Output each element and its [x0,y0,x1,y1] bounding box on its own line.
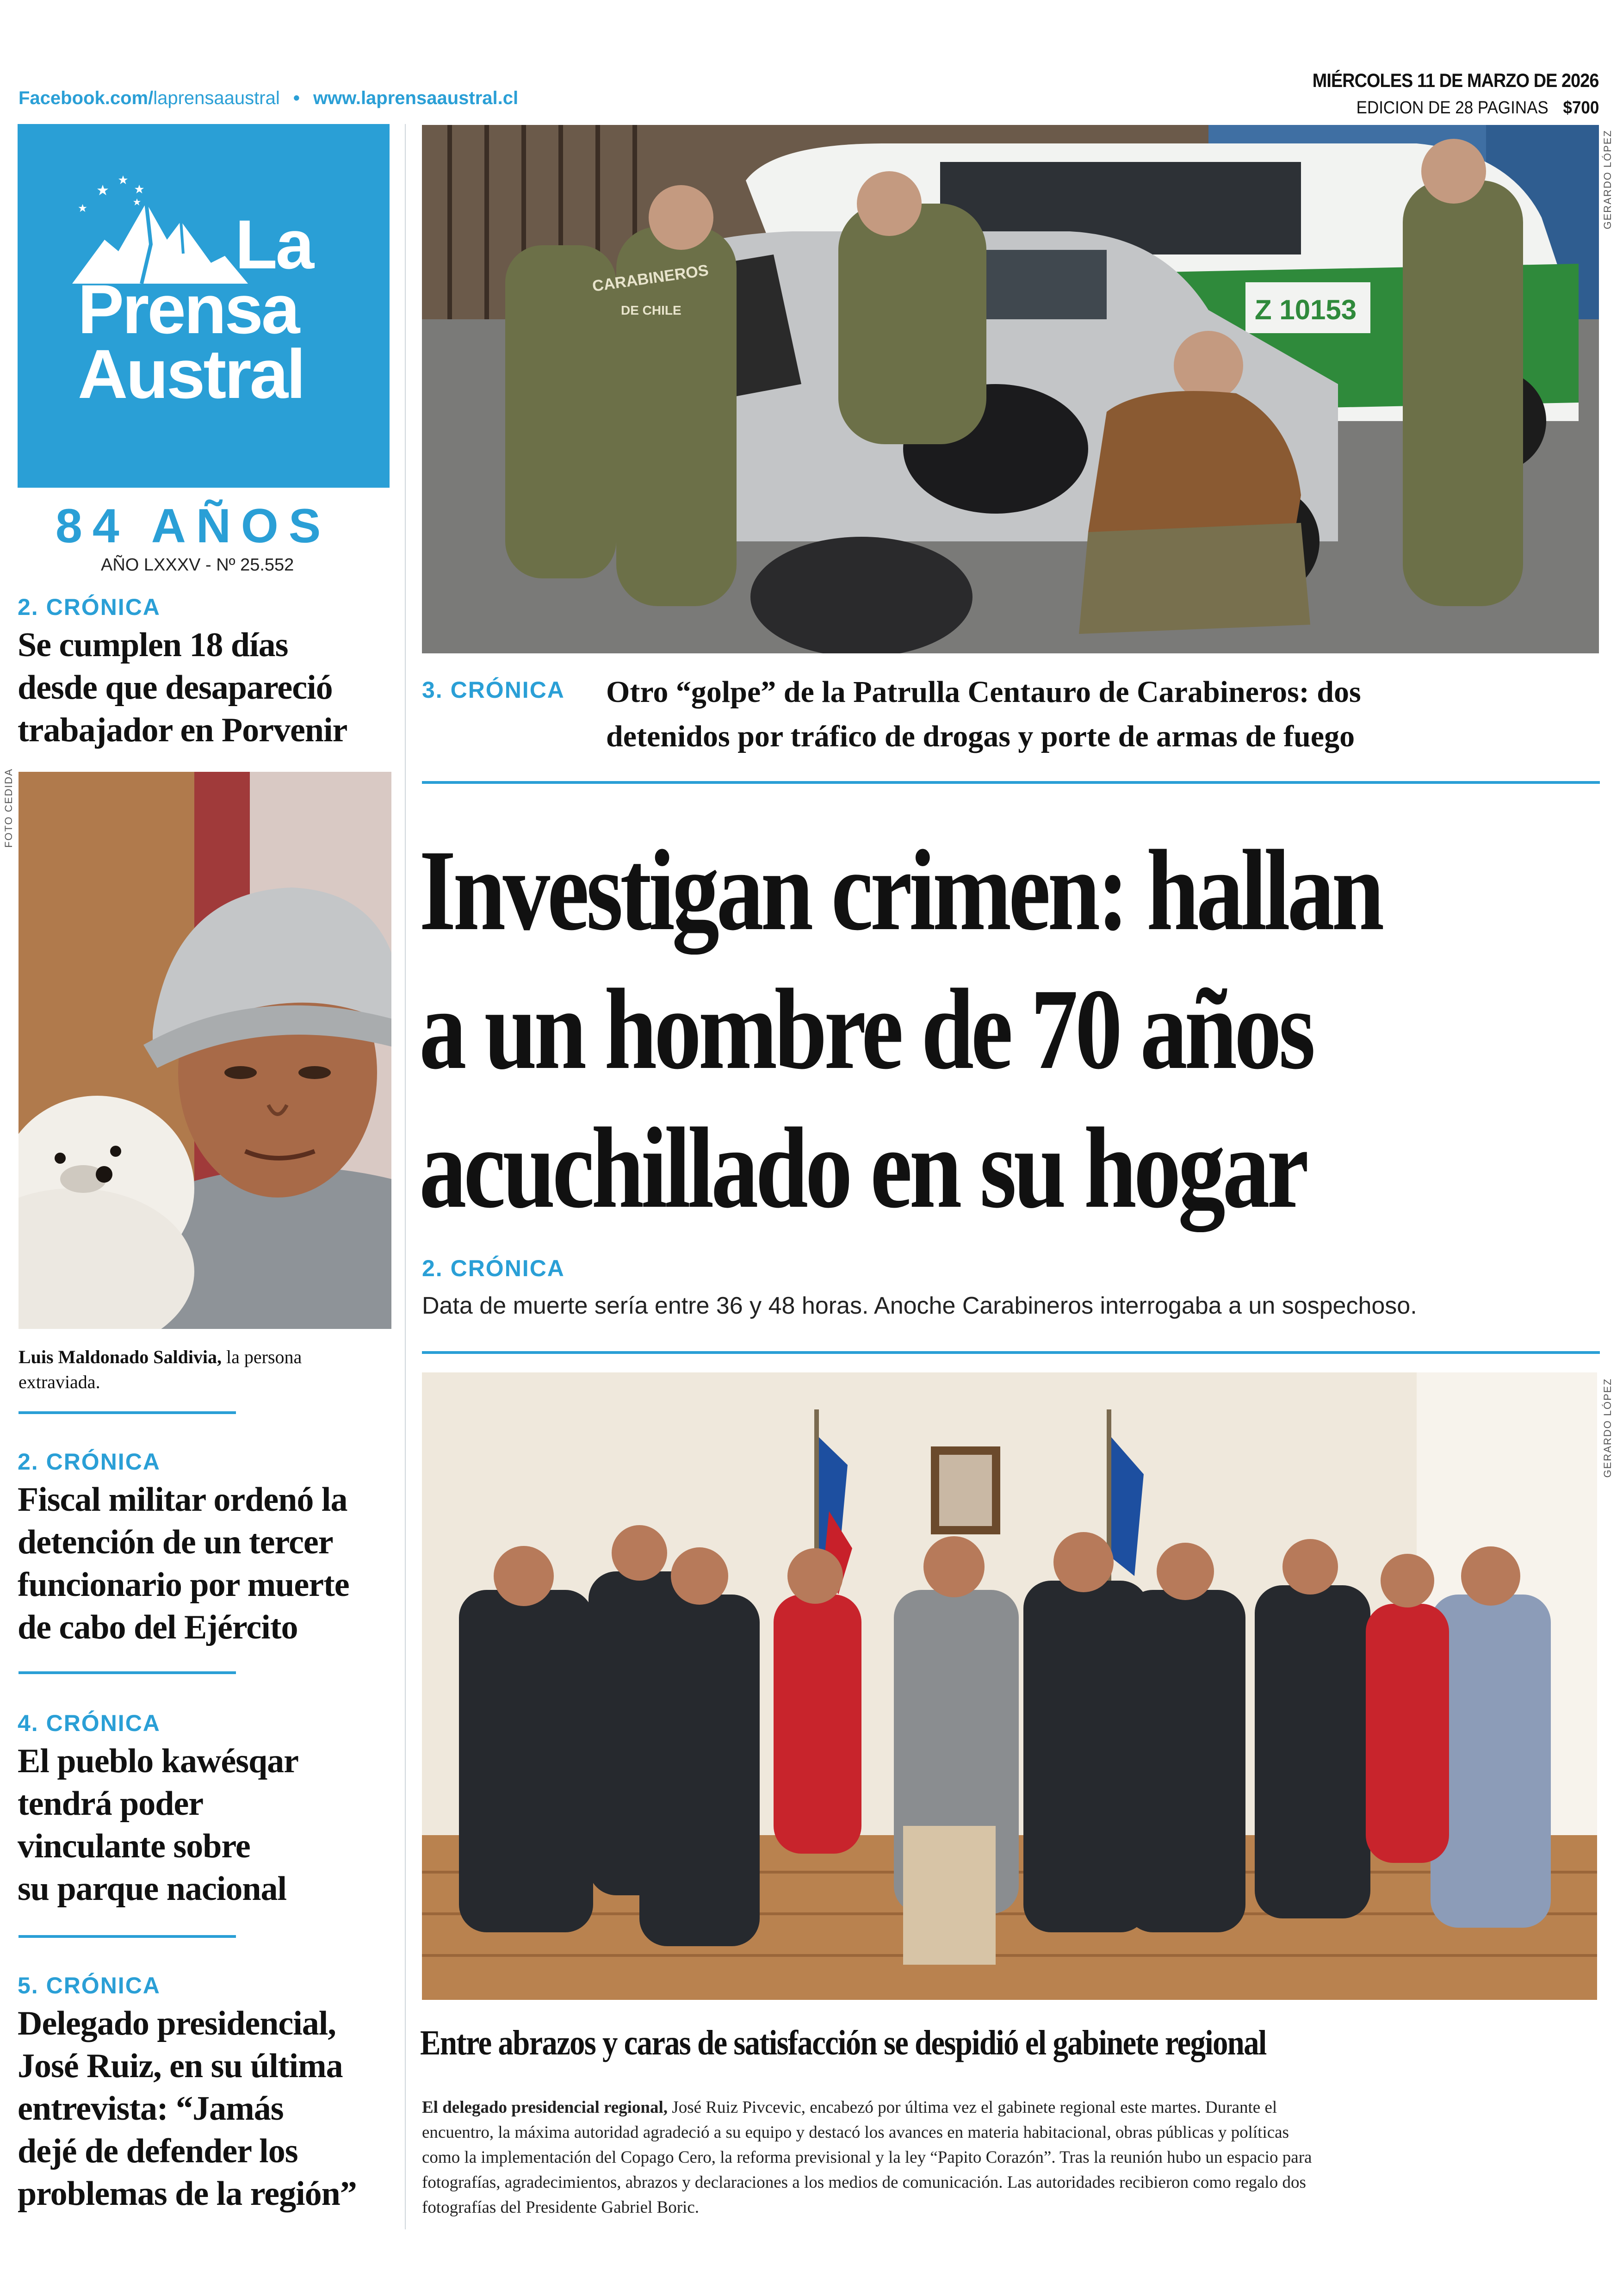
photo-credit-bottom: GERARDO LÓPEZ [1602,1378,1613,1478]
cabinet-group-photo [422,1372,1597,2000]
left-divider [19,1671,236,1674]
story1-headline[interactable] [18,624,397,751]
top-story-section[interactable]: 3. CRÓNICA [422,677,565,703]
story2-headline[interactable] [18,1478,397,1649]
body-line: fotografías del Presidente Gabriel Boric. [422,2198,699,2217]
body-line [422,2095,1597,2120]
edition-pages: EDICION DE 28 PAGINAS [1356,98,1549,118]
vest-text-2: DE CHILE [621,303,681,317]
story4-headline-line: Delegado presidencial, [18,2004,336,2042]
body-line: fotografías, agradecimientos, abrazos y declaraciones a los medios de comunicación. Las autoridades recibieron como regalo dos [422,2173,1306,2192]
story2-headline-line: detención de un tercer [18,1523,333,1561]
story2-headline-line: de cabo del Ejército [18,1608,298,1646]
story3-headline-line: El pueblo kawésqar [18,1742,299,1780]
caption-line-2: extraviada. [19,1371,100,1392]
mountains-logo-icon [72,170,248,286]
story4-headline-line: entrevista: “Jamás [18,2090,284,2128]
main-headline-line: a un hombre de 70 años [419,965,1313,1093]
issue-number: AÑO LXXXV - Nº 25.552 [101,555,294,575]
main-headline-line: acuchillado en su hogar [419,1104,1306,1232]
story3-headline-line: su parque nacional [18,1870,287,1908]
caption-line-1 [19,1345,398,1370]
main-headline[interactable] [419,821,1604,1238]
anniversary-years: 84 AÑOS [56,499,331,553]
story4-section[interactable]: 5. CRÓNICA [18,1973,161,1998]
story3-section[interactable]: 4. CRÓNICA [18,1710,161,1736]
price: $700 [1563,98,1599,118]
masthead-title-prensa: Prensa [78,270,298,348]
story4-headline-line: José Ruiz, en su última [18,2047,343,2085]
top-story-headline[interactable] [606,670,1601,759]
top-story-headline-line: Otro “golpe” de la Patrulla Centauro de Carabineros: dos [606,675,1361,709]
masthead-logo[interactable] [18,124,390,488]
story1-headline-line: Se cumplen 18 días [18,626,288,664]
photo-credit-top: GERARDO LÓPEZ [1602,130,1613,230]
story3-headline-line: vinculante sobre [18,1827,250,1865]
bottom-story-body [422,2095,1597,2220]
bottom-story-headline[interactable]: Entre abrazos y caras de satisfacción se despidió el gabinete regional [420,2023,1266,2062]
cabinet-scene-illustration [422,1372,1597,2000]
separator-bullet: • [293,88,300,108]
main-story-deck: Data de muerte sería entre 36 y 48 horas. Anoche Carabineros interrogaba a un sospechoso. [422,1292,1417,1319]
police-scene-illustration [422,125,1599,653]
masthead-title-austral: Austral [78,335,304,413]
story1-headline-line: trabajador en Porvenir [18,711,347,749]
top-story-headline-line: detenidos por tráfico de drogas y porte de armas de fuego [606,720,1355,753]
body-lead: El delegado presidencial regional, [422,2098,668,2117]
body-line: como la implementación del Copago Cero, la reforma previsional y la ley “Papito Corazón”. Tras la reunión hubo un espacio para [422,2148,1312,2167]
top-divider [422,781,1600,784]
facebook-prefix: Facebook.com/ [19,88,154,108]
story2-headline-line: funcionario por muerte [18,1566,349,1604]
portrait-illustration [19,772,391,1329]
police-operation-photo [422,125,1599,653]
story1-headline-line: desde que desapareció [18,669,333,707]
facebook-link[interactable] [19,88,280,108]
main-headline-line: Investigan crimen: hallan [419,826,1381,955]
main-story-section[interactable]: 2. CRÓNICA [422,1255,565,1281]
body-line: encuentro, la máxima autoridad agradeció a su equipo y destacó los avances en materia habitacional, obras públicas y políticas [422,2123,1289,2142]
story3-headline-line: tendrá poder [18,1785,204,1823]
middle-divider [422,1351,1600,1354]
story1-section[interactable]: 2. CRÓNICA [18,594,161,620]
left-divider [19,1935,236,1938]
vest-text: CARABINEROS [591,261,710,295]
story2-headline-line: Fiscal militar ordenó la [18,1481,347,1519]
issue-date: MIÉRCOLES 11 DE MARZO DE 2026 [1313,69,1599,91]
story3-headline[interactable] [18,1740,397,1910]
edition-info [1356,98,1599,118]
column-divider [405,124,406,2229]
caption-name: Luis Maldonado Saldivia, [19,1347,222,1367]
story4-headline[interactable] [18,2002,397,2215]
body-text: José Ruiz Pivcevic, encabezó por última vez el gabinete regional este martes. Durante el [668,2098,1277,2117]
story4-headline-line: problemas de la región” [18,2175,357,2213]
facebook-handle: laprensaaustral [153,88,280,108]
website-link[interactable]: www.laprensaaustral.cl [313,88,519,108]
missing-person-photo [19,772,391,1329]
photo-caption [19,1345,398,1395]
left-divider [19,1411,236,1414]
masthead-title-la: La [235,205,313,283]
story4-headline-line: dejé de defender los [18,2132,298,2170]
story2-section[interactable]: 2. CRÓNICA [18,1449,161,1475]
caption-text: la persona [222,1347,302,1367]
patrol-car-number: Z 10153 [1255,294,1357,325]
social-links [19,88,518,109]
photo-credit-left: FOTO CEDIDA [3,768,14,848]
